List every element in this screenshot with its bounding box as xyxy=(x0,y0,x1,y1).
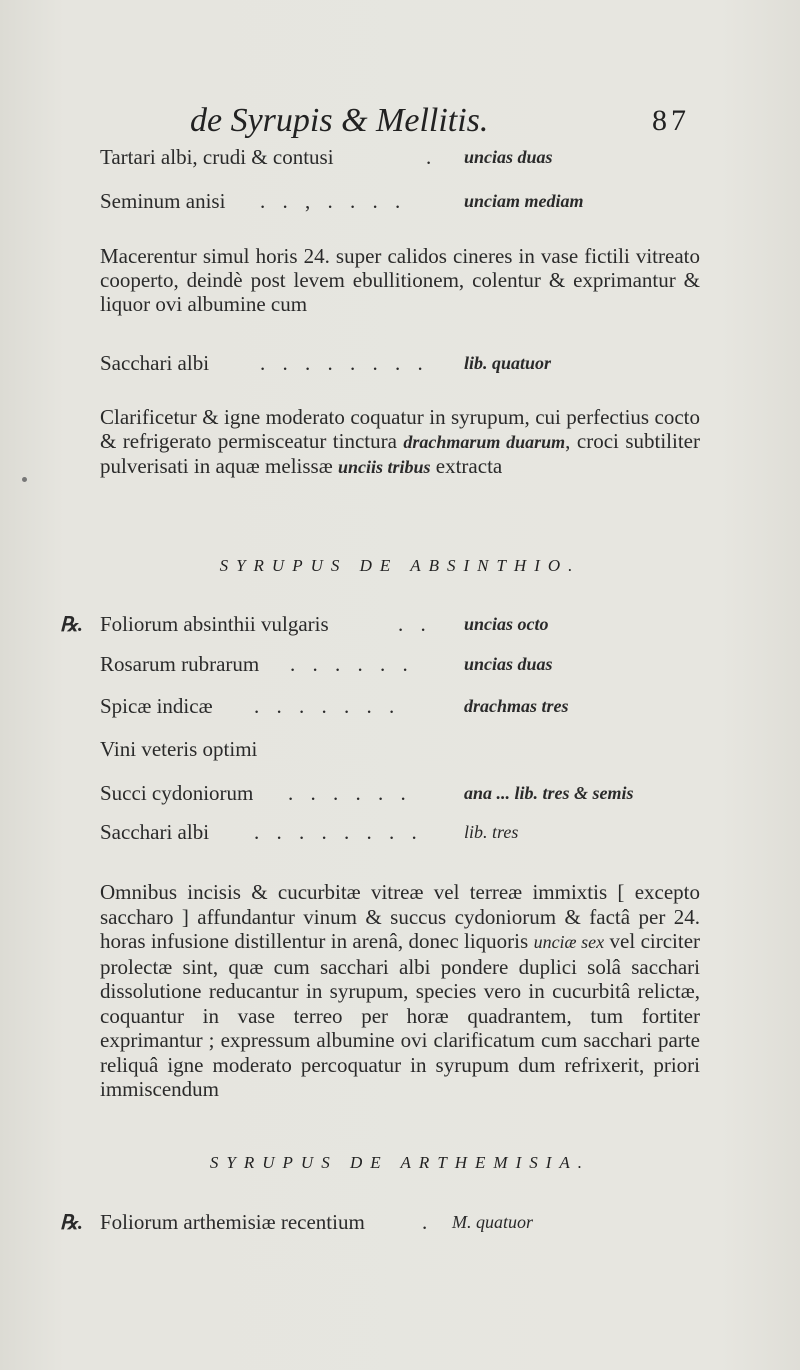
quantity: lib. tres xyxy=(464,822,519,842)
recipe-symbol: ℞. xyxy=(60,614,83,636)
ingredient: Foliorum absinthii vulgaris xyxy=(100,612,329,636)
dot-leader: . . . . . . xyxy=(290,652,414,676)
quantity: drachmas tres xyxy=(464,696,569,716)
ingredient: Foliorum arthemisiæ recentium xyxy=(100,1210,365,1234)
quantity: uncias octo xyxy=(464,614,549,634)
ingredient: Seminum anisi xyxy=(100,189,226,213)
italic-run: unciis tribus xyxy=(337,457,431,477)
paragraph-clarification xyxy=(100,405,700,479)
recipe-line xyxy=(100,351,700,381)
ingredient: Rosarum rubrarum xyxy=(100,652,260,676)
italic-run: drachmarum duarum xyxy=(403,432,566,452)
dot-leader: . xyxy=(426,145,438,169)
quantity: M. quatuor xyxy=(452,1212,533,1232)
dot-leader: . . . . . . . xyxy=(254,694,401,718)
text-run: vel circiter prolectæ sint, quæ cum sacchari albi pondere duplici solâ sacchari dissolutione reducantur in syrupum, species vero in cucurbitâ relictæ, coquantur in vase terreo per horæ quadrantem, tum fortiter exprimantur ; expressum albumine ovi clarificatum cum sacchari parte reliquâ igne moderato percoquatur in syrupum dum refrixerit, priori immiscendum xyxy=(100,929,701,1101)
ingredient: Vini veteris optimi xyxy=(100,737,258,761)
recipe-line xyxy=(100,737,700,767)
section-title-arthemisia: SYRUPUS DE ARTHEMISIA. xyxy=(209,1153,591,1172)
quantity: uncias duas xyxy=(464,654,553,674)
paragraph-preparation xyxy=(100,880,700,1102)
ingredient: Spicæ indicæ xyxy=(100,694,213,718)
italic-run: unciæ sex xyxy=(533,932,605,952)
dot-leader: . . , . . . . xyxy=(260,189,407,213)
section-title-absinthio: SYRUPUS DE ABSINTHIO. xyxy=(219,556,581,575)
text-run: extracta xyxy=(435,454,503,478)
recipe-line xyxy=(100,189,700,219)
dot-leader: . xyxy=(422,1210,434,1234)
dot-leader: . . . . . . xyxy=(288,781,412,805)
text-run: , croci subtiliter pulverisati in aquæ melissæ xyxy=(100,429,700,478)
dot-leader: . . . . . . . . xyxy=(254,820,423,844)
ingredient: Tartari albi, crudi & contusi xyxy=(100,145,334,169)
quantity: lib. quatuor xyxy=(464,353,552,373)
paragraph-maceration: Macerentur simul horis 24. super calidos cineres in vase fictili vitreato cooperto, deindè post levem ebullitionem, colentur & exprimantur & liquor ovi albumine cum xyxy=(100,244,700,316)
recipe-line xyxy=(100,781,700,811)
recipe-line xyxy=(100,694,700,724)
running-title: de Syrupis & Mellitis. xyxy=(190,102,489,139)
recipe-line xyxy=(100,1210,700,1240)
quantity: uncias duas xyxy=(464,147,553,167)
text-run: Clarificetur & igne moderato coquatur in syrupum, cui perfectius cocto & refrigerato permisceatur tinctura xyxy=(100,405,700,453)
ingredient: Succi cydoniorum xyxy=(100,781,254,805)
quantity: ana ... lib. tres & semis xyxy=(464,783,634,803)
dot-leader: . . . . . . . . xyxy=(260,351,429,375)
ink-speck xyxy=(22,477,27,482)
recipe-line xyxy=(100,820,700,850)
recipe-line xyxy=(100,652,700,682)
text-run: Omnibus incisis & cucurbitæ vitreæ vel terreæ immixtis [ excepto saccharo ] affundantur vinum & succus cydoniorum & factâ per 24. horas infusione distillentur in arenâ, donec liquoris xyxy=(100,880,700,953)
page-header xyxy=(0,100,800,150)
ingredient: Sacchari albi xyxy=(100,820,210,844)
page-number: 87 xyxy=(652,104,690,137)
recipe-line xyxy=(100,612,700,642)
recipe-symbol: ℞. xyxy=(60,1212,83,1234)
quantity: unciam mediam xyxy=(464,191,584,211)
dot-leader: . . xyxy=(398,612,432,636)
recipe-line xyxy=(100,145,700,175)
ingredient: Sacchari albi xyxy=(100,351,210,375)
